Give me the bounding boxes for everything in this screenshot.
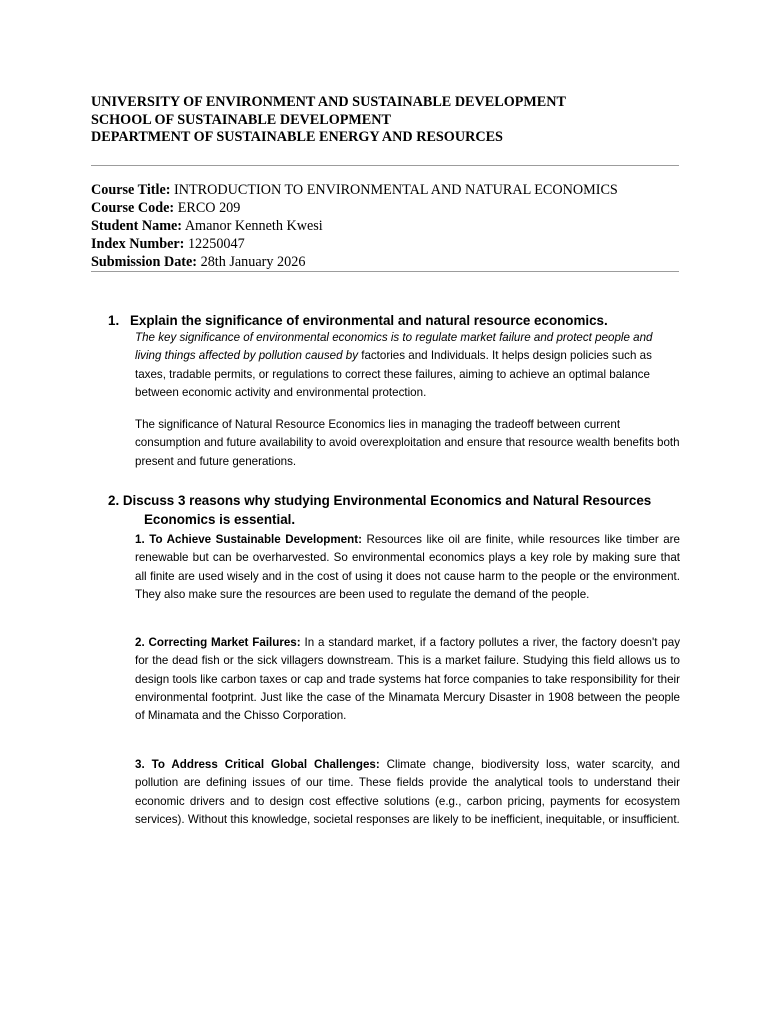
question-1-number: 1. xyxy=(108,313,120,328)
answer-1-italic-text: The key significance of environmental economics is to regulate market failure and protect people and living things affected by pollution caused by xyxy=(135,331,653,363)
course-title-label: Course Title: xyxy=(91,182,171,198)
answer-1-text: factories and Individuals. It helps design policies such as taxes, tradable permits, or regulations to correct these failures, aiming to achieve an optimal balance between economic activity and environmental protection. xyxy=(135,349,652,399)
student-name-label: Student Name: xyxy=(91,217,183,234)
reason-3-heading: 3. To Address Critical Global Challenges: xyxy=(135,758,380,771)
reason-3-paragraph xyxy=(135,756,680,829)
reason-2-text: In a standard market, if a factory pollutes a river, the factory doesn't pay for the dead fish or the sick villagers downstream. This is a market failure. Studying this field allows us to design tools like carbon taxes or cap and trade systems hat force companies to take responsibility for their environmental footprint. Just like the case of the Minamata Mercury Disaster in 1908 between the people of Minamata and the Chisso Corporation. xyxy=(135,636,680,723)
submission-date-label: Submission Date: xyxy=(91,253,198,270)
question-1-heading xyxy=(108,312,688,330)
question-2-line-1: 2. Discuss 3 reasons why studying Environmental Economics and Natural Resources xyxy=(108,493,652,508)
course-code-row xyxy=(91,200,679,218)
index-number-row xyxy=(91,236,679,254)
question-1-text: Explain the significance of environmental and natural resource economics. xyxy=(130,313,608,328)
question-2-line-2: Economics is essential. xyxy=(144,512,296,527)
course-title-row xyxy=(91,182,679,200)
course-title-value: INTRODUCTION TO ENVIRONMENTAL AND NATURAL ECONOMICS xyxy=(174,182,618,198)
reason-2-heading: 2. Correcting Market Failures: xyxy=(135,636,301,649)
index-number-label: Index Number: xyxy=(91,235,185,252)
course-code-value: ERCO 209 xyxy=(177,199,241,216)
header-divider xyxy=(91,165,679,166)
course-code-label: Course Code: xyxy=(91,199,175,216)
reason-2-paragraph xyxy=(135,634,680,725)
reason-1-text: Resources like oil are finite, while resources like timber are renewable but can be overharvested. So environmental economics plays a key role by making sure that all finite are used wisely and in the cost of using it does not cause harm to the people or the environment. They also make sure the resources are been used to regulate the demand of the people. xyxy=(135,533,680,601)
document-header xyxy=(91,94,691,147)
reason-1-heading: 1. To Achieve Sustainable Development: xyxy=(135,533,362,546)
school-name: SCHOOL OF SUSTAINABLE DEVELOPMENT xyxy=(91,111,391,128)
university-name: UNIVERSITY OF ENVIRONMENT AND SUSTAINABLE DEVELOPMENT xyxy=(91,94,566,110)
answer-1-paragraph-1 xyxy=(135,329,680,402)
question-2-heading xyxy=(108,491,688,529)
answer-1-paragraph-2: The significance of Natural Resource Economics lies in managing the tradeoff between current consumption and future availability to avoid overexploitation and ensure that resource wealth benefits both present and future generations. xyxy=(135,418,680,468)
reason-3-text: Climate change, biodiversity loss, water scarcity, and pollution are defining issues of our time. These fields provide the analytical tools to understand their economic drivers and to design cost effective solutions (e.g., carbon pricing, payments for ecosystem services). Without this knowledge, societal responses are likely to be inefficient, inequitable, or insufficient. xyxy=(135,758,680,826)
submission-date-value: 28th January 2026 xyxy=(200,253,306,270)
index-number-value: 12250047 xyxy=(187,235,245,252)
submission-date-row xyxy=(91,254,679,272)
reason-1-paragraph xyxy=(135,531,680,604)
course-info-block xyxy=(91,182,679,272)
student-name-row xyxy=(91,218,679,236)
student-name-value: Amanor Kenneth Kwesi xyxy=(184,217,323,234)
info-divider xyxy=(91,271,679,272)
department-name: DEPARTMENT OF SUSTAINABLE ENERGY AND RESOURCES xyxy=(91,129,503,146)
